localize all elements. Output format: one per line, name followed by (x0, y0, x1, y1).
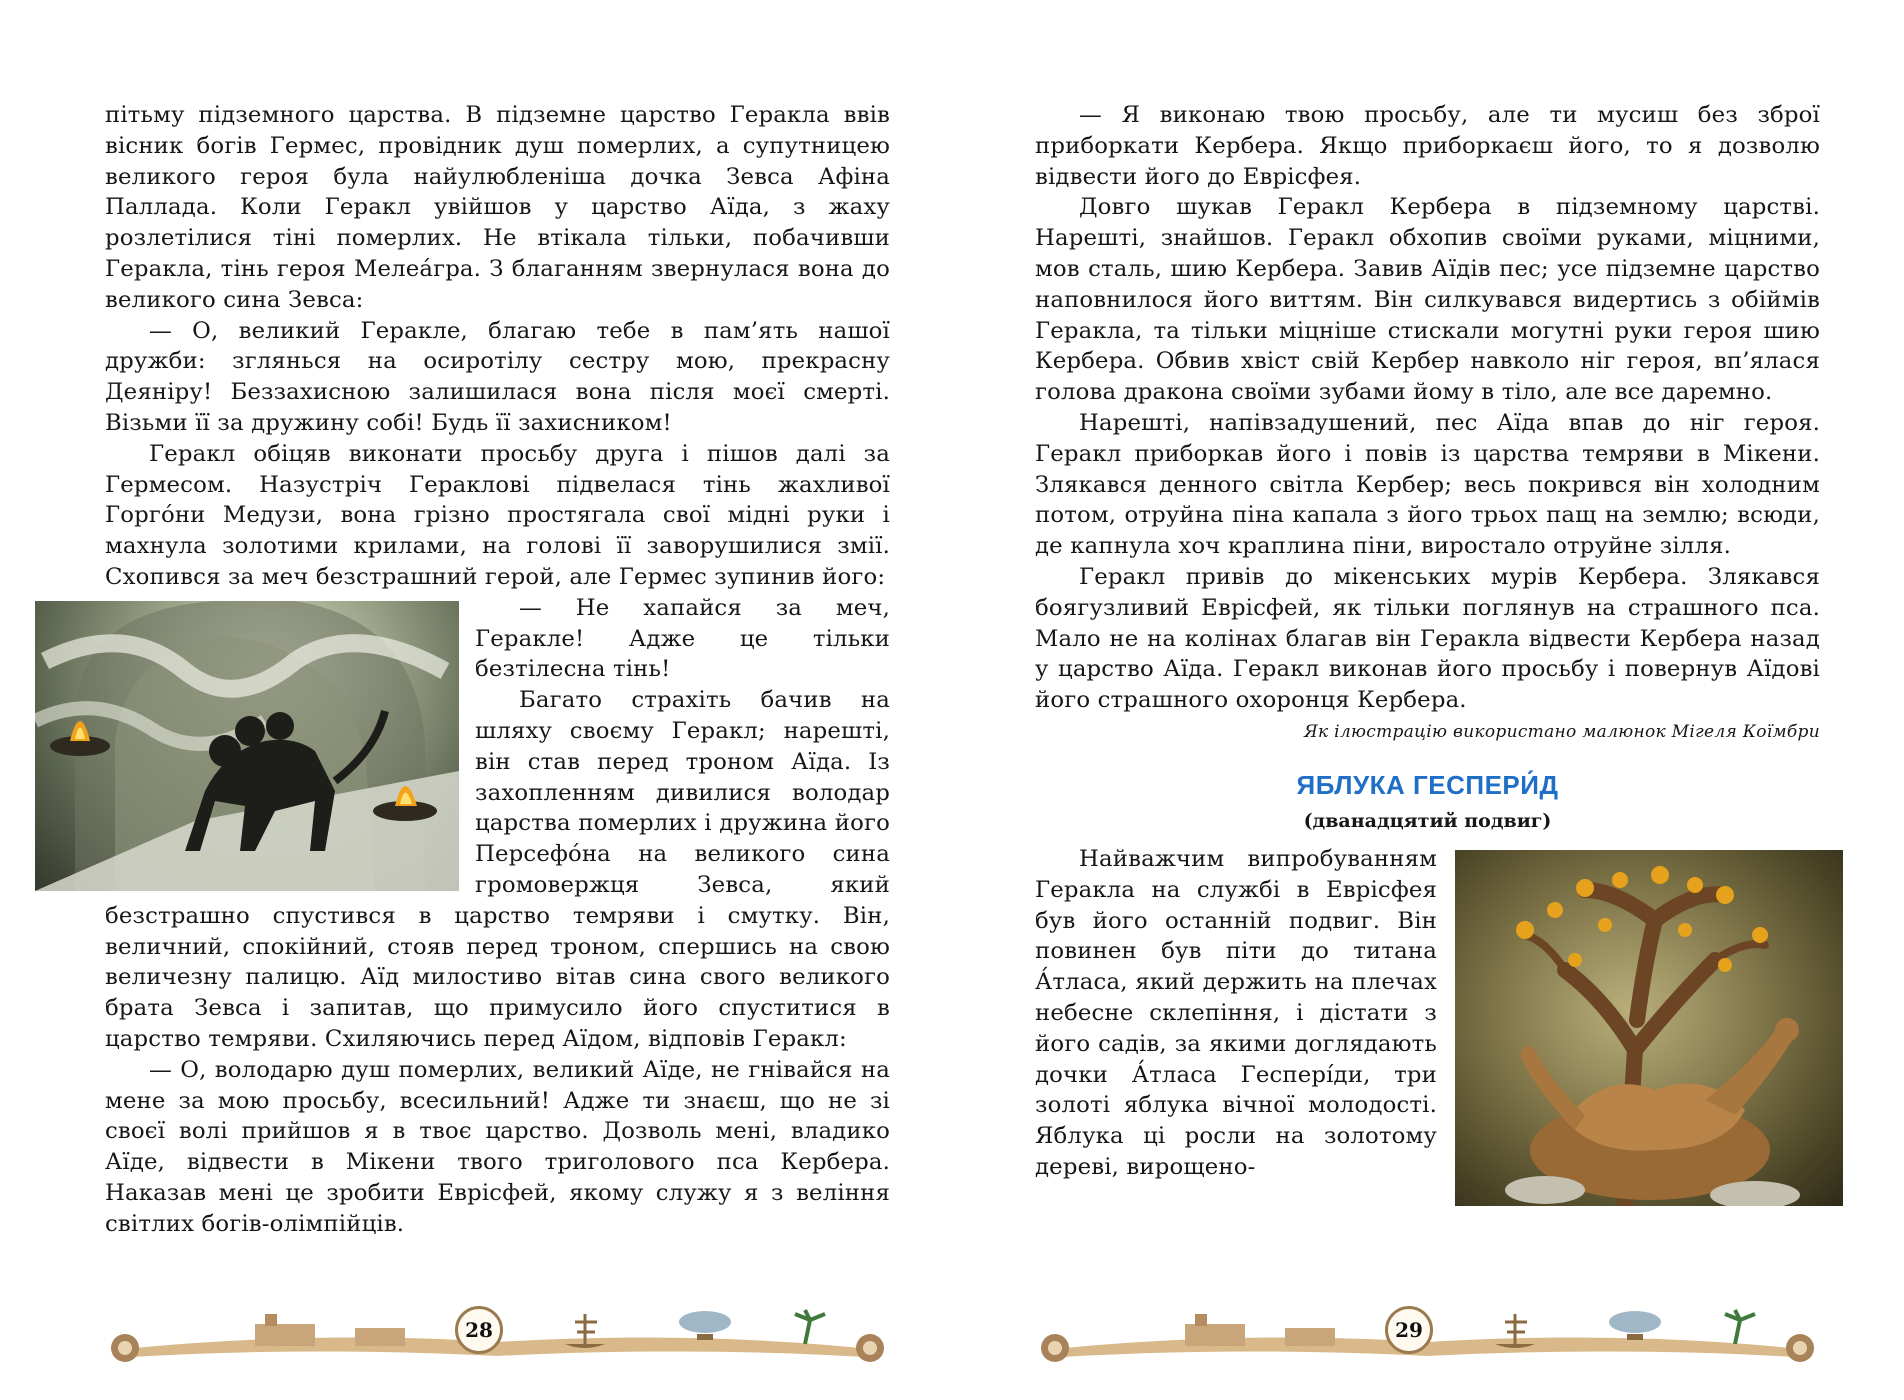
footer-ornament (105, 1300, 890, 1366)
left-text-column (105, 100, 890, 1239)
right-text-column (1035, 100, 1820, 1210)
right-paragraph-5: Найважчим випробуванням Геракла на службі в Еврісфея був його останній подвиг. Він повинен був піти до титана А́тласа, який держить на плечах небесне склепіння, і дістати з його садів, за якими доглядають дочки А́тласа Гесперíди, три золоті яблука вічної молодості. Яблука ці росли на золотому дереві, вирощено- (1035, 845, 1437, 1180)
right-paragraph-4: Геракл привів до мікенських мурів Кербера. Злякався боягузливий Еврісфей, як тільки поглянув на страшного пса. Мало не на колінах благав він Геракла відвести Кербера назад у царство Аїда. Геракл виконав його просьбу і повернув Аїдові його страшного охоронця Кербера. (1035, 563, 1820, 714)
left-paragraph-4: — Не хапайся за меч, Геракле! Адже це тільки безтілесна тінь! (475, 594, 890, 683)
chapter-subheading: (дванадцятий подвиг) (1303, 809, 1552, 832)
right-paragraph-3: Нарешті, напівзадушений, пес Аїда впав до ніг героя. Геракл приборкав його і повів із царства темряви в Мікени. Злякався денного світла Кербер; весь покрився він холодним потом, отруйна піна капала з його трьох пащ на землю; всюди, де капнула хоч краплина піни, виростало отруйне зілля. (1035, 409, 1820, 560)
cerberus-illustration (35, 601, 459, 891)
left-paragraph-1: пітьму підземного царства. В підземне царство Геракла ввів вісник богів Гермес, провідник душ померлих, а супутницею великого героя була найулюбленіша дочка Зевса Афіна Паллада. Коли Геракл увійшов у царство Аїда, з жаху розлетілися тіні померлих. Не втікала тільки, побачивши Геракла, тінь героя Мелеáгра. З благанням звернулася вона до великого сина Зевса: (105, 102, 890, 313)
footer-ornament (1035, 1300, 1820, 1366)
chapter-heading: ЯБЛУКА ГЕСПЕРИ́Д (1296, 769, 1559, 800)
right-page (952, 0, 1904, 1400)
page-number: 28 (455, 1306, 503, 1354)
golden-tree-dragon-illustration (1455, 850, 1843, 1206)
left-paragraph-6: — О, володарю душ померлих, великий Аїде, не гнівайся на мене за мою просьбу, всесильний! Адже ти знаєш, що не зі своєї волі прийшов я в твоє царство. Дозволь мені, владико Аїде, відвести в Мікени твого триголового пса Кербера. Наказав мені це зробити Еврісфей, якому служу я з веління світлих богів-олімпійців. (105, 1056, 890, 1237)
left-paragraph-2: — О, великий Геракле, благаю тебе в пам’ять нашої дружби: зглянься на осиротілу сестру мою, прекрасну Деяніру! Беззахисною залишилася вона після моєї смерті. Візьми її за дружину собі! Будь її захисником! (105, 317, 890, 436)
illustration-credit: Як ілюстрацію використано малюнок Мігеля Коїмбри (1303, 721, 1820, 742)
left-paragraph-5: Багато страхіть бачив на шляху своєму Геракл; нарешті, він став перед троном Аїда. Із захопленням дивилися володар царства померлих і дружина його Персефóна на великого сина громовержця Зевса, який безстрашно спустився в царство темряви і смутку. Він, величний, спокійний, стояв перед троном, спершись на свою величезну палицю. Аїд милостиво вітав сина свого великого брата Зевса і запитав, що примусило його спуститися в царство темряви. Схиляючись перед Аїдом, відповів Геракл: (105, 687, 890, 1052)
left-paragraph-3: Геракл обіцяв виконати просьбу друга і пішов далі за Гермесом. Назустріч Гераклові підвелася тінь жахливої Горгóни Медузи, вона грізно простягала свої мідні руки і махнула золотими крилами, на голові її заворушилися змії. Схопився за меч безстрашний герой, але Гермес зупинив його: (105, 440, 890, 590)
right-paragraph-2: Довго шукав Геракл Кербера в підземному царстві. Нарешті, знайшов. Геракл обхопив своїми руками, міцними, мов сталь, шию Кербера. Завив Аїдів пес; усе підземне царство наповнилося його виттям. Він силкувався видертись з обіймів Геракла, та тільки міцніше стискали могутні руки героя шию Кербера. Обвив хвіст свій Кербер навколо ніг героя, вп’ялася голова дракона своїми зубами йому в тіло, але все даремно. (1035, 194, 1820, 406)
right-paragraph-1: — Я виконаю твою просьбу, але ти мусиш без зброї приборкати Кербера. Якщо приборкаєш його, то я дозволю відвести його до Еврісфея. (1035, 102, 1820, 190)
page-number: 29 (1385, 1306, 1433, 1354)
